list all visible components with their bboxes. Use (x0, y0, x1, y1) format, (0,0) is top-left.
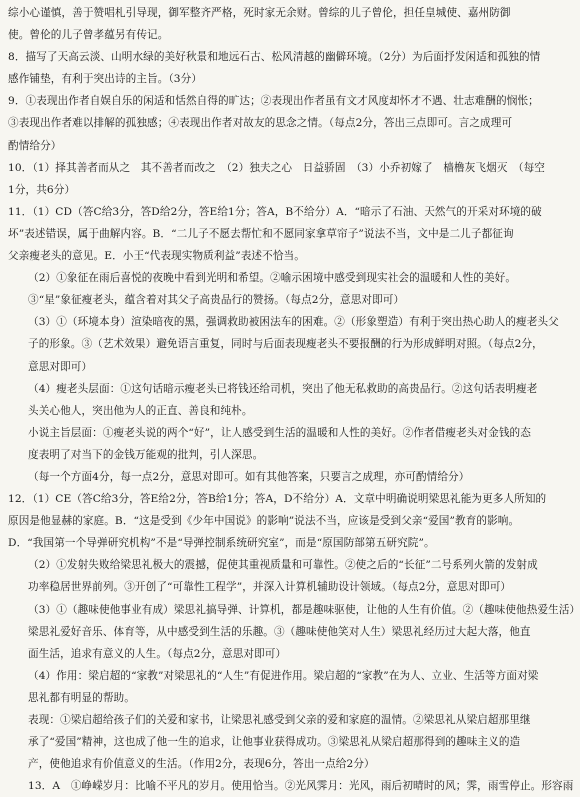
text-line: 度表明了对当下的金钱万能观的批判，引人深思。 (28, 448, 264, 461)
text-line: 父亲瘦老头的意见。E．小王“代表现实物质利益”表述不恰当。 (8, 250, 305, 263)
text-line: 11．（1）CD（答C给3分，答D给2分，答E给1分；答A，B不给分）A．“暗示了石油、天然气的开采对环境的破 (8, 205, 542, 218)
text-line: 梁思礼爱好音乐、体育等，从中感受到生活的乐趣。③（趣味使他笑对人生）梁思礼经历过大起大落，他直 (28, 625, 531, 638)
text-line: 面生活，追求有意义的人生。（每点2分，意思对即可） (28, 647, 287, 660)
text-line: 表现：①梁启超给孩子们的关爱和家书，让梁思礼感受到父亲的爱和家庭的温情。②梁思礼从梁启超那里继 (28, 714, 531, 726)
text-line: 9．①表现出作者自娱自乐的闲适和恬然自得的旷达；②表现出作者虽有文才风度却怀才不遇、壮志难酬的悯怅； (8, 95, 539, 108)
text-line: 功率稳居世界前列。③开创了“可靠性工程学”，并深入计算机辅助设计领域。（每点2分，意思对即可） (28, 581, 512, 594)
text-line: 小说主旨层面：①瘦老头说的两个“好”，让人感受到生活的温暖和人性的美好。②作者借瘦老头对金钱的态 (28, 426, 531, 439)
text-line: 子的形象。③（艺术效果）避免语言重复，同时与后面表现瘦老头不要报酬的行为形成鲜明对照。（每点2分， (28, 338, 543, 351)
text-line: （3）①（趣味使他事业有成）梁思礼搞导弹、计算机，都是趣味驱使，让他的人生有价值。②（趣味使他热爱生活） (28, 603, 580, 616)
text-line: 意思对即可） (28, 360, 93, 373)
text-line: （3）①（环境本身）渲染暗夜的黑，强调救助被困法车的困难。②（形象塑造）有利于突出热心助人的瘦老头父 (28, 316, 559, 329)
text-line: （2）①象征在雨后喜悦的夜晚中看到光明和希望。②喻示困境中感受到现实社会的温暖和人性的美好。 (28, 272, 517, 285)
text-line: （4）作用：梁启超的“家教”对梁思礼的“人生”有促进作用。梁启超的“家教”在为人、立业、生活等方面对梁 (28, 669, 539, 682)
text-line: （2）①发射失败给梁思礼极大的震撼，促使其重视质量和可靠性。②使之后的“长征”二号系列火箭的发射成 (28, 559, 538, 572)
text-line: （4）瘦老头层面：①这句话暗示瘦老头已将钱还给司机，突出了他无私救助的高贵品行。②这句话表明瘦老 (28, 382, 538, 395)
text-line: 13．A ①峥嵘岁月：比喻不平凡的岁月。使用恰当。②光风霁月：光风，雨后初晴时的风；霁，雨雪停止。形容雨 (28, 780, 574, 793)
text-line: 思礼都有明显的帮助。 (28, 691, 135, 704)
text-line: D．“我国第一个导弹研究机构”不是“导弹控制系统研究室”，而是“原国防部第五研究院”。 (8, 537, 435, 550)
text-line: 10．（1）择其善者而从之 其不善者而改之 （2）独夫之心 日益骄固 （3）小乔初嫁了 樯橹灰飞烟灭 （每空 (8, 161, 545, 174)
text-line: 产，使他追求有价值意义的生活。（作用2分，表现6分，答出一点给2分） (28, 758, 375, 771)
text-line: 1分，共6分） (8, 183, 76, 196)
text-line: ③“星”象征瘦老头，蕴含着对其父子高贵品行的赞扬。（每点2分，意思对即可） (28, 294, 405, 307)
text-line: 坏”表述错误，属于曲解内容。B．“二儿子不愿去帮忙和不愿同家拿草帘子”说法不当，文中是二儿子都征询 (8, 227, 514, 240)
text-line: ③表现出作者难以排解的孤独感；④表现出作者对故友的思念之情。（每点2分，答出三点即可。言之成理可 (8, 117, 513, 130)
text-line: 使。曾伦的儿子曾孝蕴另有传记。 (8, 29, 169, 42)
text-line: 8．描写了天高云淡、山明水绿的美好秋景和地远石古、松风清越的幽僻环境。（2分）为后面抒发闲适和孤独的情 (8, 51, 541, 64)
text-line: 感作铺垫，有利于突出诗的主旨。（3分） (8, 73, 203, 86)
text-line: 酌情给分） (8, 139, 62, 152)
text-line: 12．（1）CE（答C给3分，答E给2分，答B给1分；答A，D不给分）A．文章中明确说明梁思礼能为更多人所知的 (8, 493, 547, 506)
text-line: （每一个方面4分，每一点2分，意思对即可。如有其他答案，只要言之成理，亦可酌情给分） (28, 470, 470, 483)
text-line: 承了“爱国”精神，这也成了他一生的追求，让他事业获得成功。③梁思礼从梁启超那得到的趣味主义的造 (28, 736, 521, 749)
text-line: 头关心他人，突出他为人的正直、善良和纯朴。 (28, 404, 253, 417)
text-line: 原因是他显赫的家庭。B．“这是受到《少年中国说》的影响”说法不当，应该是受到父亲“爱国”教育的影响。 (8, 515, 520, 528)
text-line: 综小心谨慎，善于赞唱札引导现，御军整齐严格，死时家无余财。曾综的儿子曾伦，担任皇城使、嘉州防御 (8, 7, 511, 19)
